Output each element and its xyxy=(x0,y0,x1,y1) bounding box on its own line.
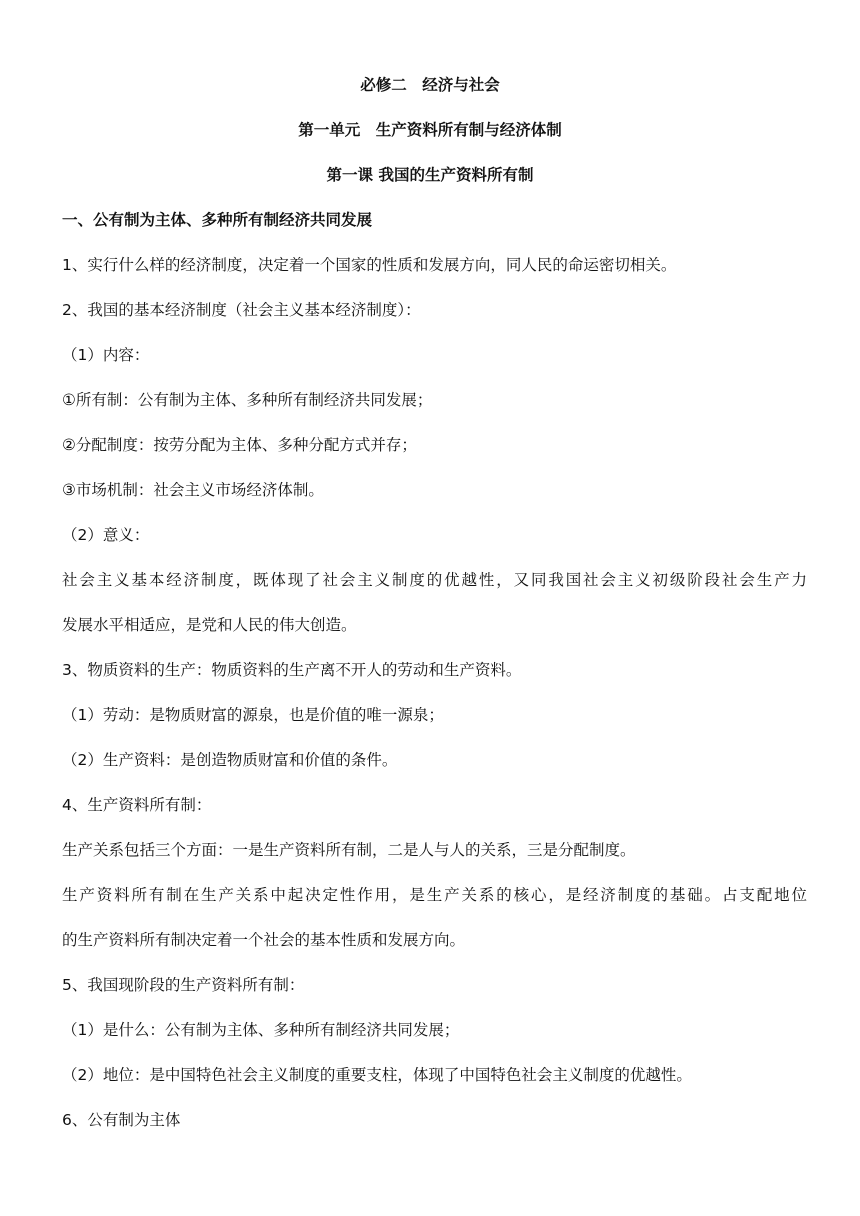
paragraph-6: 6、公有制为主体 xyxy=(62,1111,181,1129)
paragraph-5: 5、我国现阶段的生产资料所有制： xyxy=(62,976,305,994)
paragraph-2: 2、我国的基本经济制度（社会主义基本经济制度）： xyxy=(62,301,421,319)
ownership-role-line-1: 生产资料所有制在生产关系中起决定性作用，是生产关系的核心，是经济制度的基础。占支配地位 xyxy=(62,886,807,904)
production-relations: 生产关系包括三个方面：一是生产资料所有制，二是人与人的关系，三是分配制度。 xyxy=(62,841,636,859)
ownership-role-line-2: 的生产资料所有制决定着一个社会的基本性质和发展方向。 xyxy=(62,931,466,949)
paragraph-1: 1、实行什么样的经济制度，决定着一个国家的性质和发展方向，同人民的命运密切相关。 xyxy=(62,256,677,274)
significance-line-2: 发展水平相适应，是党和人民的伟大创造。 xyxy=(62,616,357,634)
list-item-market: ③市场机制：社会主义市场经济体制。 xyxy=(62,481,324,499)
list-item-distribution: ②分配制度：按劳分配为主体、多种分配方式并存； xyxy=(62,436,417,454)
paragraph-4: 4、生产资料所有制： xyxy=(62,796,212,814)
paragraph-3: 3、物质资料的生产：物质资料的生产离不开人的劳动和生产资料。 xyxy=(62,661,522,679)
list-item-ownership: ①所有制：公有制为主体、多种所有制经济共同发展； xyxy=(62,391,433,409)
paragraph-2-sub-2: （2）意义： xyxy=(62,526,150,544)
significance-line-1: 社会主义基本经济制度，既体现了社会主义制度的优越性，又同我国社会主义初级阶段社会生产力 xyxy=(62,571,807,589)
book-title: 必修二 经济与社会 xyxy=(360,76,500,94)
section-heading: 一、公有制为主体、多种所有制经济共同发展 xyxy=(62,211,373,229)
paragraph-5-sub-2: （2）地位：是中国特色社会主义制度的重要支柱，体现了中国特色社会主义制度的优越性。 xyxy=(62,1066,692,1084)
paragraph-3-sub-2: （2）生产资料：是创造物质财富和价值的条件。 xyxy=(62,751,398,769)
paragraph-2-sub-1: （1）内容： xyxy=(62,346,150,364)
paragraph-3-sub-1: （1）劳动：是物质财富的源泉，也是价值的唯一源泉； xyxy=(62,706,444,724)
unit-title: 第一单元 生产资料所有制与经济体制 xyxy=(298,121,562,139)
paragraph-5-sub-1: （1）是什么：公有制为主体、多种所有制经济共同发展； xyxy=(62,1021,460,1039)
lesson-title: 第一课 我国的生产资料所有制 xyxy=(326,166,534,184)
